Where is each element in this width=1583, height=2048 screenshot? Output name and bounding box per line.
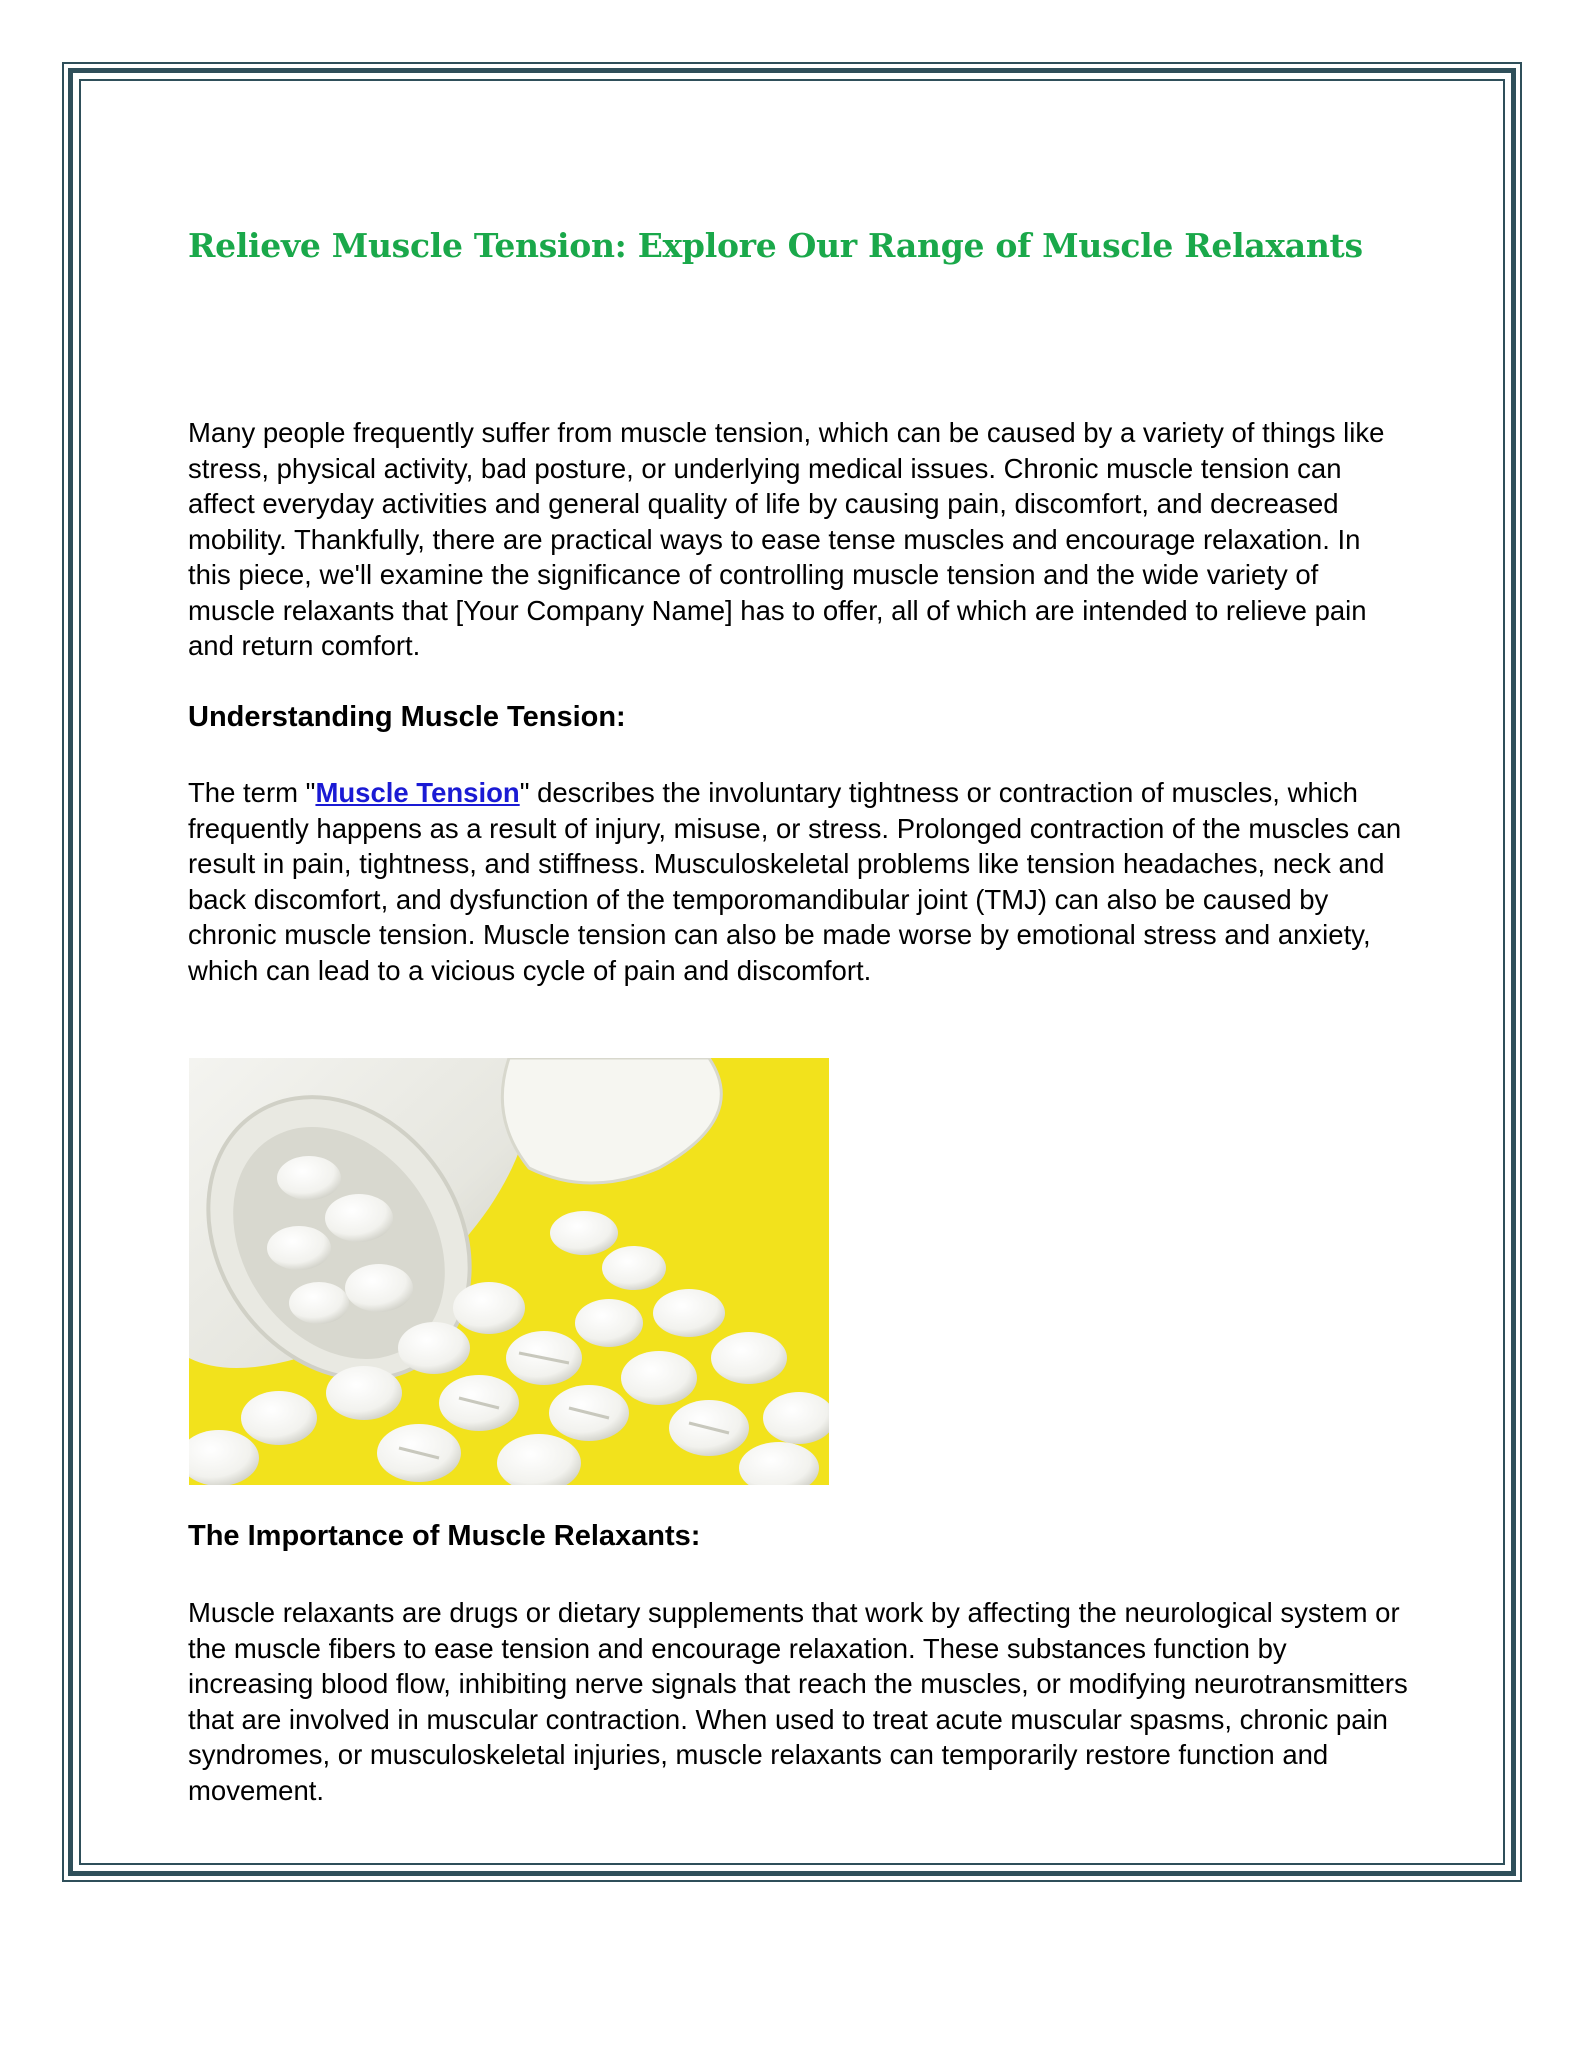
importance-paragraph: Muscle relaxants are drugs or dietary supplements that work by affecting the neurological system or the muscle fibers to ease tension and encourage relaxation. These substances function by increasing blood flow, inhibiting nerve signals that reach the muscles, or modifying neurotransmitters that are involved in muscular contraction. When used to treat acute muscular spasms, chronic pain syndromes, or musculoskeletal injuries, muscle relaxants can temporarily restore function and movement. <box>188 1597 1408 1806</box>
muscle-tension-link[interactable]: Muscle Tension <box>315 777 520 808</box>
intro-paragraph: Many people frequently suffer from muscle tension, which can be caused by a variety of things like stress, physical activity, bad posture, or underlying medical issues. Chronic muscle tension can affect everyday activities and general quality of life by causing pain, discomfort, and decreased mobility. Thankfully, there are practical ways to ease tense muscles and encourage relaxation. In this piece, we'll examine the significance of controlling muscle tension and the wide variety of muscle relaxants that [Your Company Name] has to offer, all of which are intended to relieve pain and return comfort. <box>188 417 1385 661</box>
paragraph-text: " describes the involuntary tightness or contraction of muscles, which frequently happens as a result of injury, misuse, or stress. Prolonged contraction of the muscles can result in pain, tightness, and stiffness. Musculoskeletal problems like tension headaches, neck and back discomfort, and dysfunction of the temporomandibular joint (TMJ) can also be caused by chronic muscle tension. Muscle tension can also be made worse by emotional stress and anxiety, which can lead to a vicious cycle of pain and discomfort. <box>188 777 1402 986</box>
understanding-paragraph <box>188 775 1408 988</box>
page-title: Relieve Muscle Tension: Explore Our Range of Muscle Relaxants <box>188 226 1363 265</box>
pills-photo <box>189 1058 829 1485</box>
section-heading-understanding: Understanding Muscle Tension: <box>188 701 626 733</box>
paragraph-text: The term " <box>188 777 316 808</box>
section-heading-importance: The Importance of Muscle Relaxants: <box>188 1520 701 1552</box>
